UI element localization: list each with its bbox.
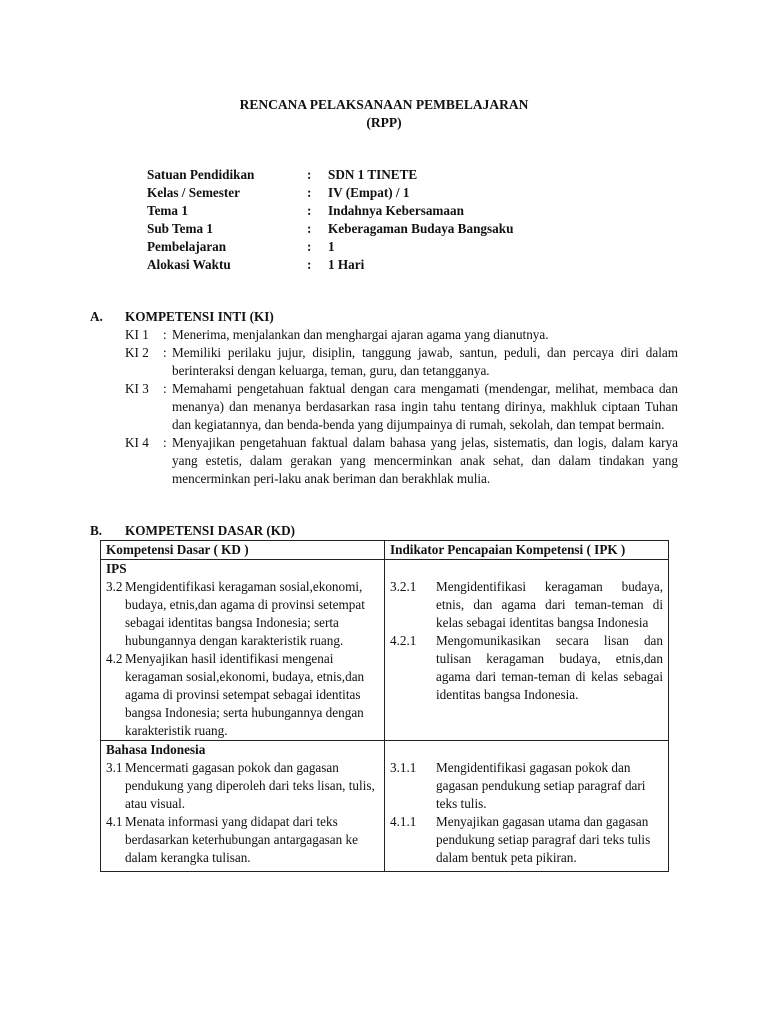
identity-value: 1 Hari [328,257,365,272]
ipk-number: 3.1.1 [390,760,417,775]
ki-colon: : [163,327,167,342]
section-a-heading [90,308,274,326]
identity-value: IV (Empat) / 1 [328,185,410,200]
identity-colon: : [307,239,312,254]
ki-list [125,326,678,488]
ipk-item [390,578,663,632]
table-row [101,741,669,872]
kd-number: 4.2 [106,651,123,666]
section-letter: B. [90,523,103,538]
ki-text: Menyajikan pengetahuan faktual dalam bahasa yang jelas, sistematis, dan logis, dalam karya yang estetis, dalam gerakan yang mencerminkan anak sehat, dan dalam tindakan yang mencerminkan peri-laku anak beriman dan berakhlak mulia. [172,435,678,486]
kd-item [106,813,379,867]
identity-colon: : [307,257,312,272]
kd-cell [101,741,385,872]
identity-block [147,166,513,274]
ki-code: KI 3 [125,381,149,396]
identity-value: SDN 1 TINETE [328,167,418,182]
section-title: KOMPETENSI DASAR (KD) [125,523,295,538]
ki-item [125,344,678,380]
identity-colon: : [307,203,312,218]
section-letter: A. [90,309,103,324]
column-header-kd: Kompetensi Dasar ( KD ) [101,541,385,560]
kd-text: Mencermati gagasan pokok dan gagasan pendukung yang diperoleh dari teks lisan, tulis, atau visual. [125,760,375,811]
identity-colon: : [307,167,312,182]
ipk-text: Mengidentifikasi keragaman budaya, etnis, dan agama dari teman-teman di kelas sebagai identitas bangsa Indonesia [436,579,663,630]
kd-number: 3.1 [106,760,123,775]
identity-label: Sub Tema 1 [147,221,213,236]
document-subtitle: (RPP) [366,115,402,130]
ipk-item [390,813,663,867]
ipk-text: Menyajikan gagasan utama dan gagasan pendukung setiap paragraf dari teks tulis dalam bentuk peta pikiran. [436,814,651,865]
ki-code: KI 2 [125,345,149,360]
kd-cell [101,560,385,741]
ki-item [125,380,678,434]
ipk-item [390,759,663,813]
document-title: RENCANA PELAKSANAAN PEMBELAJARAN [239,97,529,112]
identity-colon: : [307,221,312,236]
ki-code: KI 1 [125,327,149,342]
identity-label: Satuan Pendidikan [147,167,255,182]
identity-row [147,238,513,256]
ki-text: Menerima, menjalankan dan menghargai ajaran agama yang dianutnya. [172,327,549,342]
identity-row [147,220,513,238]
subject-name: Bahasa Indonesia [106,742,206,757]
identity-row [147,166,513,184]
kd-text: Menyajikan hasil identifikasi mengenai keragaman sosial,ekonomi, budaya, etnis,dan agama di provinsi setempat sebagai identitas bangsa Indonesia; serta hubungannya dengan karakteristik ruang. [125,651,365,738]
ki-text: Memahami pengetahuan faktual dengan cara mengamati (mendengar, melihat, membaca dan menanya) dan menanya berdasarkan rasa ingin tahu tentang dirinya, makhluk ciptaan Tuhan dan kegiatannya, dan benda-benda yang dijumpainya di rumah, sekolah, dan tempat bermain. [172,381,678,432]
ipk-number: 4.1.1 [390,814,417,829]
ki-item [125,326,678,344]
ki-text: Memiliki perilaku jujur, disiplin, tanggung jawab, santun, peduli, dan percaya diri dalam berinteraksi dengan keluarga, teman, guru, dan tetangganya. [172,345,678,378]
identity-row [147,202,513,220]
ki-colon: : [163,381,167,396]
ipk-number: 3.2.1 [390,579,417,594]
ipk-cell [385,741,669,872]
ipk-number: 4.2.1 [390,633,417,648]
ipk-text: Mengidentifikasi gagasan pokok dan gagasan pendukung setiap paragraf dari teks tulis. [436,760,646,811]
identity-label: Pembelajaran [147,239,227,254]
kd-number: 4.1 [106,814,123,829]
kd-text: Menata informasi yang didapat dari teks berdasarkan keterhubungan antargagasan ke dalam kerangka tulisan. [125,814,358,865]
subject-name: IPS [106,561,127,576]
kd-item [106,759,379,813]
kd-number: 3.2 [106,579,123,594]
kd-table [100,540,669,872]
ipk-text: Mengomunikasikan secara lisan dan tulisan keragaman budaya, etnis,dan agama dari teman-teman di kelas sebagai identitas bangsa Indonesia. [436,633,663,702]
ki-item [125,434,678,488]
identity-colon: : [307,185,312,200]
kd-item [106,650,379,740]
identity-row [147,184,513,202]
ipk-cell [385,560,669,741]
identity-label: Tema 1 [147,203,188,218]
identity-value: Keberagaman Budaya Bangsaku [328,221,514,236]
identity-label: Alokasi Waktu [147,257,231,272]
identity-value: 1 [328,239,335,254]
section-b-heading [90,522,295,540]
identity-label: Kelas / Semester [147,185,241,200]
kd-text: Mengidentifikasi keragaman sosial,ekonomi, budaya, etnis,dan agama di provinsi setempat sebagai identitas bangsa Indonesia; serta hubungannya dengan karakteristik ruang. [125,579,365,648]
identity-value: Indahnya Kebersamaan [328,203,464,218]
identity-row [147,256,513,274]
ipk-item [390,632,663,704]
ki-colon: : [163,435,167,450]
ki-code: KI 4 [125,435,149,450]
section-title: KOMPETENSI INTI (KI) [125,309,274,324]
column-header-ipk: Indikator Pencapaian Kompetensi ( IPK ) [385,541,669,560]
table-header-row [101,541,669,560]
ki-colon: : [163,345,167,360]
kd-item [106,578,379,650]
table-row [101,560,669,741]
